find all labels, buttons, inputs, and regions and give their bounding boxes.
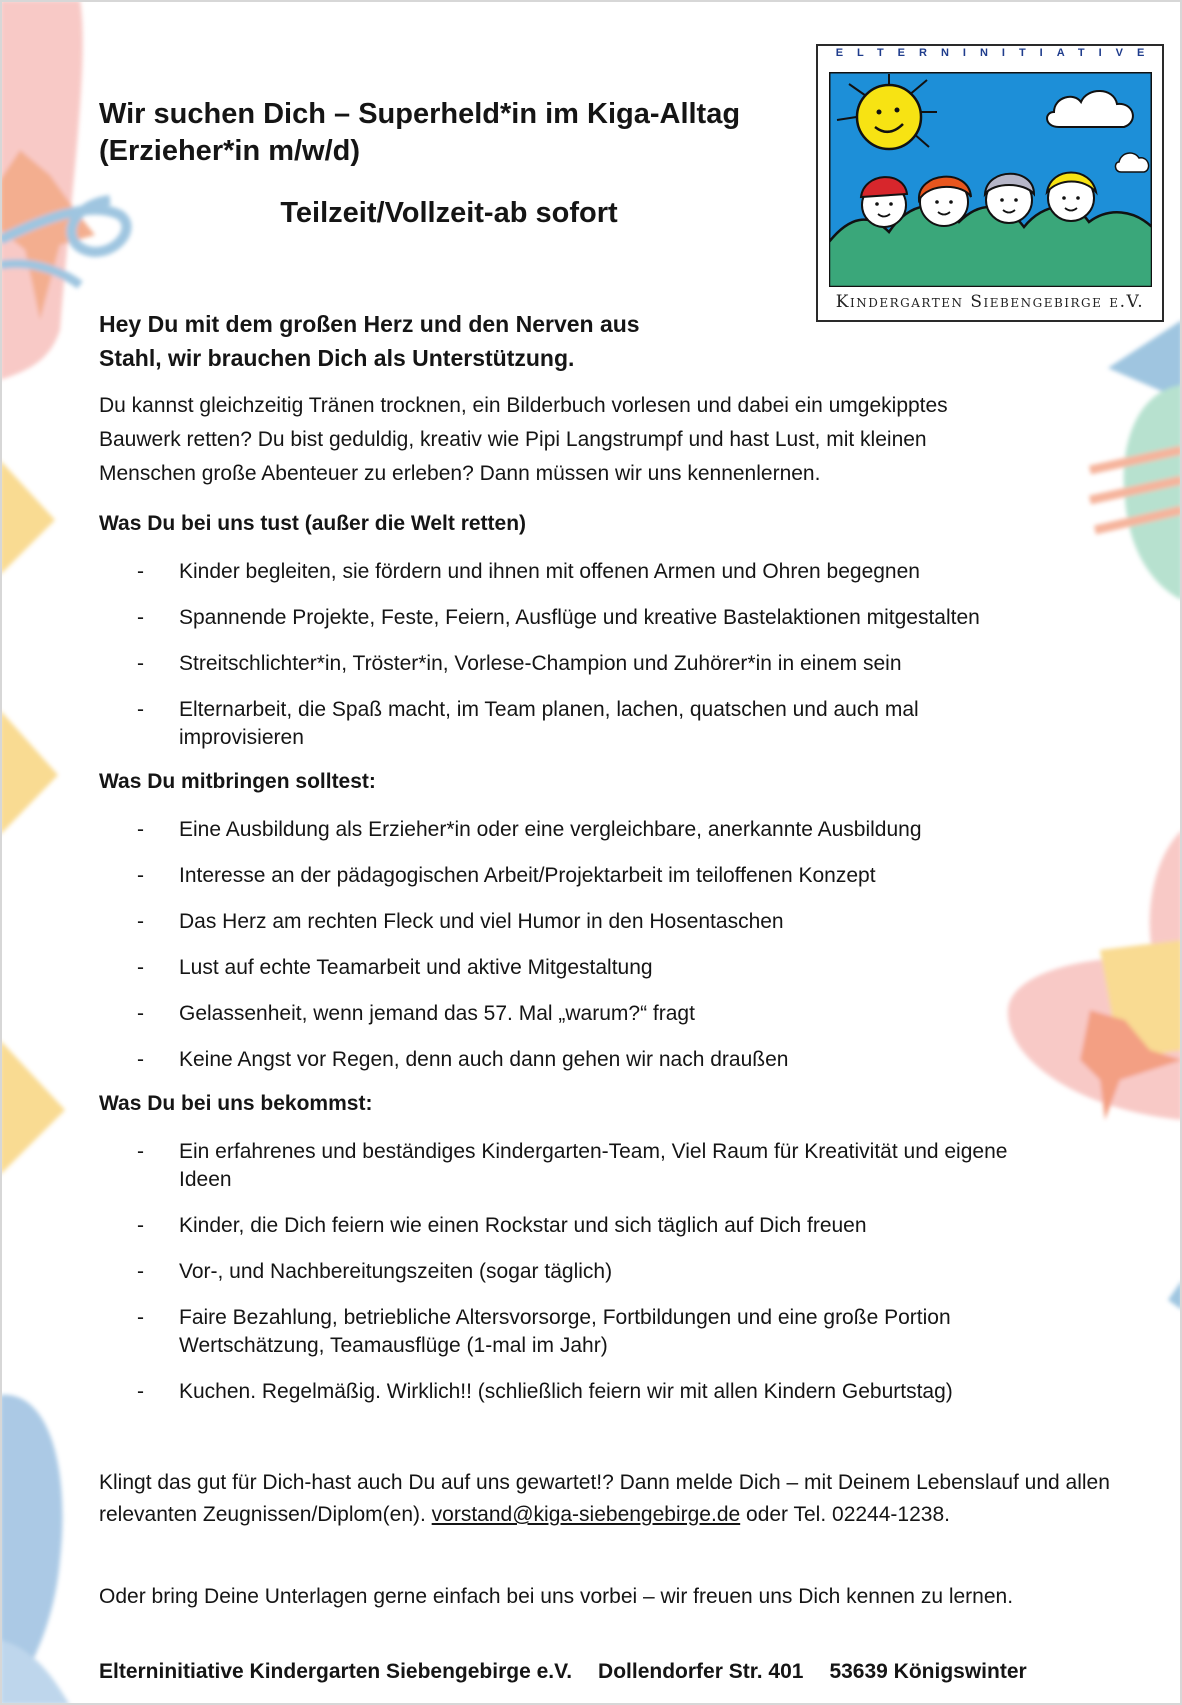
footer-street: Dollendorfer Str. 401 <box>598 1660 804 1683</box>
closing-paragraph-2: Oder bring Deine Unterlagen gerne einfach bei uns vorbei – wir freuen uns Dich kennen zu lernen. <box>99 1585 1014 1608</box>
intro-heading <box>99 307 779 375</box>
list-item: - Interesse an der pädagogischen Arbeit/Projektarbeit im teiloffenen Konzept <box>99 862 1149 890</box>
list-item: - Vor-, und Nachbereitungszeiten (sogar täglich) <box>99 1258 1149 1286</box>
closing-paragraph <box>99 1467 1159 1531</box>
intro-heading-line-1: Hey Du mit dem großen Herz und den Nerven aus <box>99 311 640 337</box>
benefits-heading: Was Du bei uns bekommst: <box>99 1092 373 1115</box>
list-item: - Das Herz am rechten Fleck und viel Humor in den Hosentaschen <box>99 908 1149 936</box>
page-title <box>99 96 819 170</box>
tasks-heading: Was Du bei uns tust (außer die Welt retten) <box>99 512 527 535</box>
footer-city: 53639 Königswinter <box>829 1660 1027 1683</box>
intro-line-1: Du kannst gleichzeitig Tränen trocknen, ein Bilderbuch vorlesen und dabei ein umgekipptes <box>99 394 948 417</box>
list-item: - Kinder, die Dich feiern wie einen Rockstar und sich täglich auf Dich freuen <box>99 1212 1149 1240</box>
requirements-list <box>99 816 1149 1074</box>
list-item: - Faire Bezahlung, betriebliche Altersvorsorge, Fortbildungen und eine große Portion Wertschätzung, Teamausflüge (1-mal im Jahr) <box>99 1304 1149 1360</box>
requirements-heading: Was Du mitbringen solltest: <box>99 770 376 793</box>
title-line-2: (Erzieher*in m/w/d) <box>99 135 361 167</box>
intro-line-2: Bauwerk retten? Du bist geduldig, kreativ wie Pipi Langstrumpf und hast Lust, mit kleinen <box>99 428 927 451</box>
list-item: - Spannende Projekte, Feste, Feiern, Ausflüge und kreative Bastelaktionen mitgestalten <box>99 604 1149 632</box>
logo-bottom-text: Kindergarten Siebengebirge e.V. <box>835 292 1145 312</box>
closing-text-2: oder Tel. 02244-1238. <box>740 1503 950 1526</box>
closing-text-1: Klingt das gut für Dich-hast auch Du auf uns gewartet!? Dann melde Dich – mit Deinem Lebenslauf und allen relevanten Zeugnissen/Diplom(en). <box>99 1471 1110 1526</box>
footer-org: Elterninitiative Kindergarten Siebengebirge e.V. <box>99 1660 573 1683</box>
email-link[interactable]: vorstand@kiga-siebengebirge.de <box>431 1503 741 1526</box>
logo-top-text: ELTERNINITIATIVE <box>835 47 1159 59</box>
title-line-1: Wir suchen Dich – Superheld*in im Kiga-Alltag <box>99 98 741 130</box>
kindergarten-logo <box>816 44 1164 322</box>
list-item: - Kuchen. Regelmäßig. Wirklich!! (schließlich feiern wir mit allen Kindern Geburtstag) <box>99 1378 1149 1406</box>
tasks-list <box>99 558 1149 752</box>
intro-heading-line-2: Stahl, wir brauchen Dich als Unterstützung. <box>99 345 575 371</box>
list-item: - Elternarbeit, die Spaß macht, im Team planen, lachen, quatschen und auch mal improvisieren <box>99 696 1149 752</box>
list-item: - Kinder begleiten, sie fördern und ihnen mit offenen Armen und Ohren begegnen <box>99 558 1149 586</box>
list-item: - Lust auf echte Teamarbeit und aktive Mitgestaltung <box>99 954 1149 982</box>
intro-line-3: Menschen große Abenteuer zu erleben? Dann müssen wir uns kennenlernen. <box>99 462 821 485</box>
intro-paragraph <box>99 389 1109 491</box>
list-item: - Ein erfahrenes und beständiges Kindergarten-Team, Viel Raum für Kreativität und eigene Ideen <box>99 1138 1149 1194</box>
employment-type-subtitle: Teilzeit/Vollzeit-ab sofort <box>280 197 618 229</box>
list-item: - Keine Angst vor Regen, denn auch dann gehen wir nach draußen <box>99 1046 1149 1074</box>
list-item: - Gelassenheit, wenn jemand das 57. Mal „warum?“ fragt <box>99 1000 1149 1028</box>
logo-illustration <box>829 72 1152 287</box>
list-item: - Eine Ausbildung als Erzieher*in oder eine vergleichbare, anerkannte Ausbildung <box>99 816 1149 844</box>
footer-address <box>99 1660 1169 1684</box>
list-item: - Streitschlichter*in, Tröster*in, Vorlese-Champion und Zuhörer*in in einem sein <box>99 650 1149 678</box>
benefits-list <box>99 1138 1149 1406</box>
